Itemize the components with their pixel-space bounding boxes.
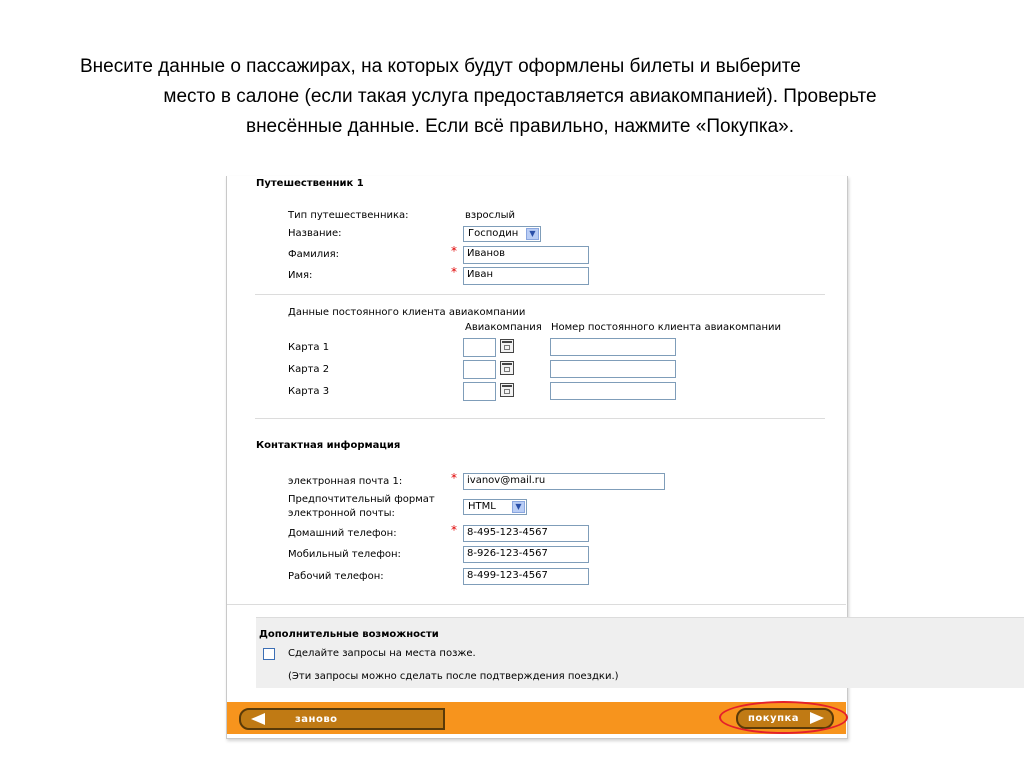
card-3-label: Карта 3 (288, 386, 330, 397)
frequent-flyer-number-column: Номер постоянного клиента авиакомпании (551, 322, 782, 333)
card-3-number-input[interactable] (550, 382, 676, 400)
mobile-phone-label: Мобильный телефон: (288, 549, 401, 560)
contact-heading: Контактная информация (256, 440, 401, 451)
email-format-select[interactable] (463, 499, 527, 515)
home-phone-label: Домашний телефон: (288, 528, 397, 539)
instructions-line-2: место в салоне (если такая услуга предоставляется авиакомпанией). Проверьте (163, 86, 877, 107)
restart-button-label: заново (295, 714, 338, 725)
traveller-type-label: Тип путешественника: (288, 210, 409, 221)
name-label: Имя: (288, 270, 313, 281)
frequent-flyer-airline-column: Авиакомпания (465, 322, 542, 333)
email-required-mark: * (451, 471, 457, 485)
email-format-label-line-2: электронной почты: (288, 508, 395, 519)
extra-options-heading: Дополнительные возможности (259, 629, 439, 640)
calendar-lookup-icon[interactable] (500, 361, 514, 375)
traveller-type-value: взрослый (465, 210, 515, 221)
surname-required-mark: * (451, 244, 457, 258)
separator (255, 418, 825, 419)
surname-input[interactable]: Иванов (463, 246, 589, 264)
email-label: электронная почта 1: (288, 476, 403, 487)
title-select[interactable] (463, 226, 541, 242)
calendar-lookup-icon[interactable] (500, 383, 514, 397)
instructions-line-3: внесённые данные. Если всё правильно, нажмите «Покупка». (245, 116, 795, 137)
card-2-label: Карта 2 (288, 364, 330, 375)
name-required-mark: * (451, 265, 457, 279)
surname-label: Фамилия: (288, 249, 340, 260)
name-input[interactable]: Иван (463, 267, 589, 285)
triangle-left-icon (251, 713, 265, 725)
email-input[interactable]: ivanov@mail.ru (463, 473, 665, 490)
frequent-flyer-heading: Данные постоянного клиента авиакомпании (288, 307, 526, 318)
work-phone-label: Рабочий телефон: (288, 571, 384, 582)
chevron-down-icon: ▼ (526, 228, 539, 240)
request-seats-later-label: Сделайте запросы на места позже. (288, 648, 476, 659)
card-1-airline-input[interactable] (463, 338, 496, 357)
request-seats-later-checkbox[interactable] (263, 648, 275, 660)
email-format-label-line-1: Предпочтительный формат (288, 494, 435, 505)
chevron-down-icon: ▼ (512, 501, 525, 513)
work-phone-input[interactable]: 8-499-123-4567 (463, 568, 589, 585)
traveller-heading: Путешественник 1 (256, 178, 364, 189)
separator (227, 604, 846, 605)
home-phone-input[interactable]: 8-495-123-4567 (463, 525, 589, 542)
title-label: Название: (288, 228, 342, 239)
request-seats-note: (Эти запросы можно сделать после подтверждения поездки.) (288, 671, 619, 682)
instructions-text (60, 52, 980, 142)
card-2-airline-input[interactable] (463, 360, 496, 379)
calendar-lookup-icon[interactable] (500, 339, 514, 353)
separator (255, 294, 825, 295)
restart-button[interactable] (239, 708, 445, 730)
instructions-line-1: Внесите данные о пассажирах, на которых будут оформлены билеты и выберите (80, 56, 801, 77)
home-phone-required-mark: * (451, 523, 457, 537)
title-select-value: Господин (468, 228, 519, 239)
buy-button-label: покупка (748, 713, 800, 724)
email-format-value: HTML (468, 501, 496, 512)
card-2-number-input[interactable] (550, 360, 676, 378)
buy-button-highlight-ellipse (719, 701, 848, 734)
card-3-airline-input[interactable] (463, 382, 496, 401)
mobile-phone-input[interactable]: 8-926-123-4567 (463, 546, 589, 563)
card-1-label: Карта 1 (288, 342, 330, 353)
card-1-number-input[interactable] (550, 338, 676, 356)
